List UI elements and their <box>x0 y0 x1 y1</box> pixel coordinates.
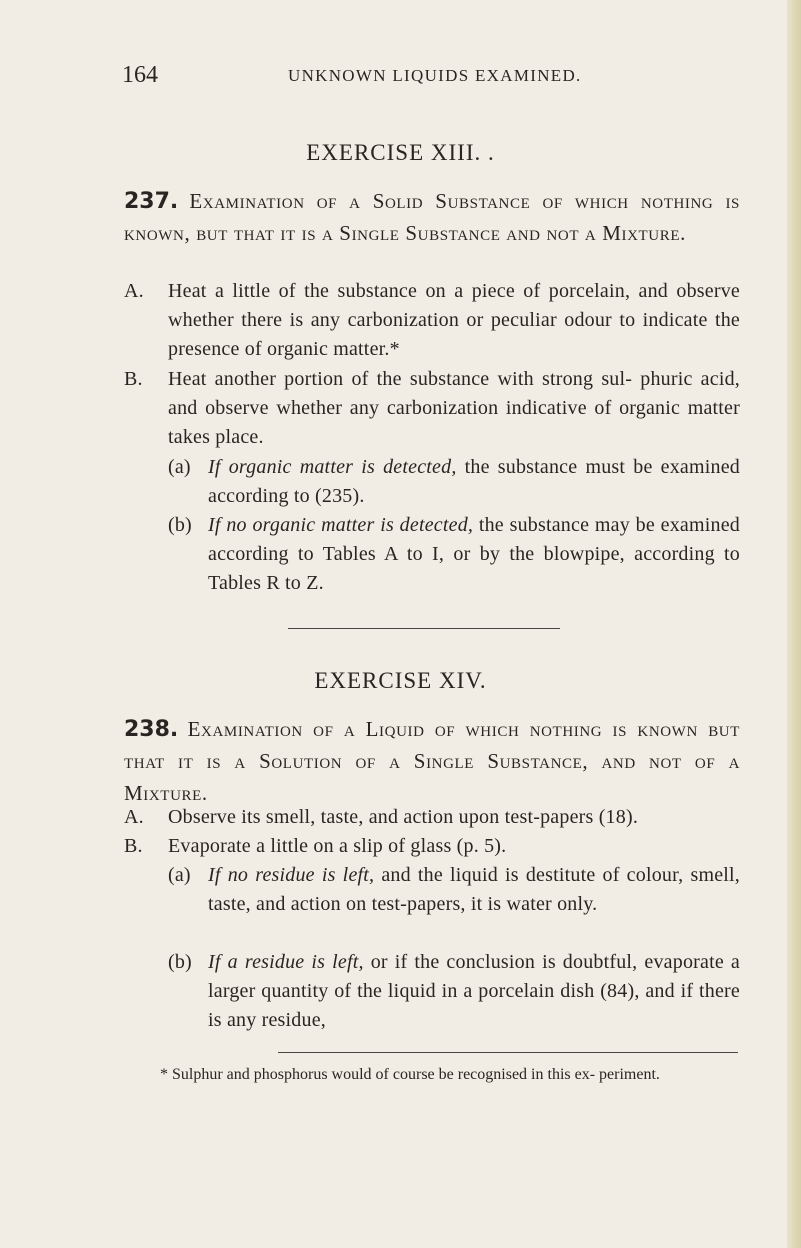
step-b <box>124 832 740 861</box>
section-number: 238. <box>124 717 179 742</box>
step-b <box>124 365 740 452</box>
page-edge <box>787 0 801 1248</box>
section-heading-text: Examination of a Liquid of which nothing is known but that it is a Solution of a Single Substance, and not of a Mixture. <box>124 717 740 805</box>
step-a <box>124 803 740 832</box>
footnote-divider <box>278 1052 738 1053</box>
page-number: 164 <box>122 62 158 88</box>
substep-text: or if the conclusion is doubtful, evaporate a larger quantity of the liquid in a porcelain dish (84), and if there is any residue, <box>208 951 740 1031</box>
substep-a <box>168 861 740 919</box>
step-text: Heat a little of the substance on a piece of porcelain, and observe whether there is any carbonization or peculiar odour to indicate the presence of organic matter.* <box>168 280 740 360</box>
section-number: 237. <box>124 189 179 214</box>
step-label: A. <box>124 280 144 302</box>
substep-condition: If no organic matter is detected, <box>208 514 474 536</box>
substep-label: (a) <box>168 456 191 478</box>
substep-b <box>168 511 740 598</box>
section-divider <box>288 628 560 629</box>
substep-text: and the liquid is destitute of colour, smell, taste, and action on test-papers, it is water only. <box>208 864 740 915</box>
substep-label: (b) <box>168 514 192 536</box>
substep-condition: If a residue is left, <box>208 951 364 973</box>
step-label: A. <box>124 806 144 828</box>
section-heading-text: Examination of a Solid Substance of which nothing is known, but that it is a Single Substance and not a Mixture. <box>124 189 740 245</box>
exercise-xiii-title: EXERCISE XIII. . <box>306 140 495 165</box>
section-238-heading <box>124 714 740 810</box>
step-text: Heat another portion of the substance with strong sul- phuric acid, and observe whether any carbonization indicative of organic matter takes place. <box>168 368 740 448</box>
exercise-xiv-title: EXERCISE XIV. <box>314 668 487 693</box>
footnote: * Sulphur and phosphorus would of course be recognised in this ex- periment. <box>160 1066 660 1083</box>
substep-condition: If organic matter is detected, <box>208 456 457 478</box>
substep-text: the substance must be examined according to (235). <box>208 456 740 507</box>
substep-condition: If no residue is left, <box>208 864 375 886</box>
running-header <box>122 62 742 92</box>
substep-b <box>168 948 740 1035</box>
section-237-heading <box>124 186 740 250</box>
step-label: B. <box>124 368 143 390</box>
step-a <box>124 277 740 364</box>
step-label: B. <box>124 835 143 857</box>
substep-label: (a) <box>168 864 191 886</box>
substep-text: the substance may be examined according to Tables A to I, or by the blowpipe, according to Tables R to Z. <box>208 514 740 594</box>
step-text: Evaporate a little on a slip of glass (p. 5). <box>168 835 507 857</box>
substep-a <box>168 453 740 511</box>
step-text: Observe its smell, taste, and action upon test-papers (18). <box>168 806 639 828</box>
substep-label: (b) <box>168 951 192 973</box>
running-title: UNKNOWN LIQUIDS EXAMINED. <box>288 66 582 85</box>
